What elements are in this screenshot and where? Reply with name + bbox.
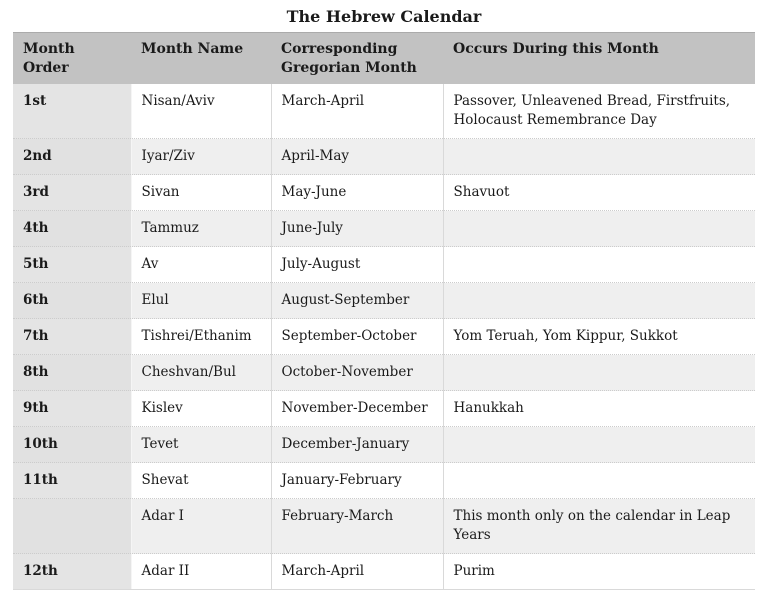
table-row	[13, 554, 755, 590]
cell-occurs: This month only on the calendar in Leap Years	[443, 499, 755, 554]
col-header-month-name: Month Name	[131, 33, 271, 85]
col-header-gregorian-month: Corresponding Gregorian Month	[271, 33, 443, 85]
cell-month-name: Av	[131, 247, 271, 283]
table-header	[13, 33, 755, 85]
cell-month-order: 12th	[13, 554, 131, 590]
cell-month-name: Shevat	[131, 463, 271, 499]
cell-occurs	[443, 211, 755, 247]
table-row	[13, 391, 755, 427]
cell-gregorian-month: April-May	[271, 139, 443, 175]
cell-occurs: Shavuot	[443, 175, 755, 211]
table-row	[13, 283, 755, 319]
hebrew-calendar-table	[13, 32, 755, 590]
cell-occurs: Purim	[443, 554, 755, 590]
table-row	[13, 175, 755, 211]
header-row	[13, 33, 755, 85]
cell-gregorian-month: October-November	[271, 355, 443, 391]
cell-gregorian-month: February-March	[271, 499, 443, 554]
cell-month-order: 1st	[13, 84, 131, 139]
table-body	[13, 84, 755, 590]
table-row	[13, 84, 755, 139]
cell-month-name: Adar II	[131, 554, 271, 590]
cell-month-name: Nisan/Aviv	[131, 84, 271, 139]
cell-month-name: Sivan	[131, 175, 271, 211]
cell-month-order: 6th	[13, 283, 131, 319]
cell-month-name: Adar I	[131, 499, 271, 554]
cell-gregorian-month: September-October	[271, 319, 443, 355]
cell-month-name: Kislev	[131, 391, 271, 427]
cell-occurs	[443, 355, 755, 391]
table-row	[13, 463, 755, 499]
cell-month-name: Tevet	[131, 427, 271, 463]
cell-occurs	[443, 283, 755, 319]
cell-occurs	[443, 247, 755, 283]
cell-gregorian-month: July-August	[271, 247, 443, 283]
cell-gregorian-month: March-April	[271, 554, 443, 590]
cell-month-order: 9th	[13, 391, 131, 427]
cell-month-order: 7th	[13, 319, 131, 355]
cell-month-name: Tammuz	[131, 211, 271, 247]
cell-occurs: Yom Teruah, Yom Kippur, Sukkot	[443, 319, 755, 355]
cell-month-order: 5th	[13, 247, 131, 283]
col-header-occurs: Occurs During this Month	[443, 33, 755, 85]
cell-gregorian-month: June-July	[271, 211, 443, 247]
table-row	[13, 319, 755, 355]
cell-month-order: 3rd	[13, 175, 131, 211]
cell-month-order	[13, 499, 131, 554]
table-row	[13, 427, 755, 463]
cell-gregorian-month: August-September	[271, 283, 443, 319]
col-header-month-order: Month Order	[13, 33, 131, 85]
cell-month-name: Tishrei/Ethanim	[131, 319, 271, 355]
cell-month-order: 11th	[13, 463, 131, 499]
cell-month-name: Elul	[131, 283, 271, 319]
table-row	[13, 211, 755, 247]
cell-month-order: 8th	[13, 355, 131, 391]
cell-month-order: 10th	[13, 427, 131, 463]
cell-occurs	[443, 463, 755, 499]
cell-gregorian-month: January-February	[271, 463, 443, 499]
cell-gregorian-month: March-April	[271, 84, 443, 139]
cell-gregorian-month: May-June	[271, 175, 443, 211]
cell-gregorian-month: November-December	[271, 391, 443, 427]
cell-month-name: Cheshvan/Bul	[131, 355, 271, 391]
cell-gregorian-month: December-January	[271, 427, 443, 463]
cell-occurs	[443, 139, 755, 175]
cell-occurs	[443, 427, 755, 463]
table-row	[13, 247, 755, 283]
cell-occurs: Hanukkah	[443, 391, 755, 427]
page-title: The Hebrew Calendar	[286, 7, 482, 26]
table-row	[13, 139, 755, 175]
table-row	[13, 355, 755, 391]
table-row	[13, 499, 755, 554]
cell-month-order: 2nd	[13, 139, 131, 175]
cell-occurs: Passover, Unleavened Bread, Firstfruits, Holocaust Remembrance Day	[443, 84, 755, 139]
cell-month-order: 4th	[13, 211, 131, 247]
cell-month-name: Iyar/Ziv	[131, 139, 271, 175]
